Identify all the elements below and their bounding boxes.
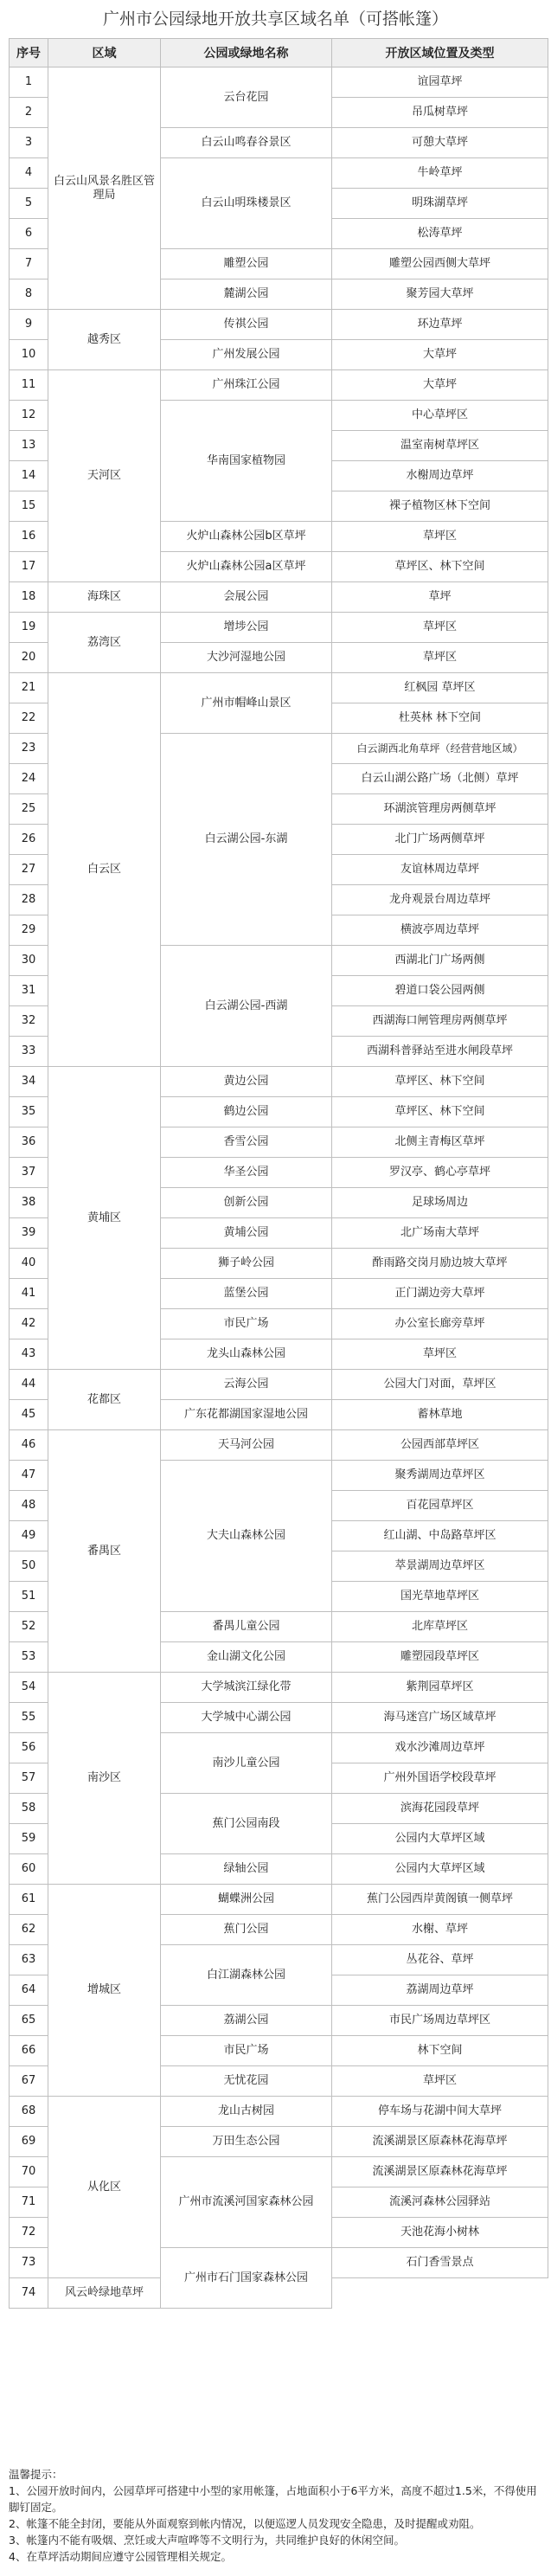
area-cell: 丛花谷、草坪 [332,1945,548,1975]
area-cell: 广州外国语学校段草坪 [332,1763,548,1794]
area-cell: 荔湖周边草坪 [332,1975,548,2006]
row-index: 58 [10,1794,48,1824]
note-2: 2、帐篷不能全封闭，要能从外面观察到帐内情况，以便巡逻人员发现安全隐患，及时提醒或劝阻。 [9,2517,481,2530]
area-cell: 环边草坪 [332,310,548,340]
area-cell: 水榭周边草坪 [332,461,548,491]
district-cell: 黄埔区 [48,1067,161,1370]
park-cell: 创新公园 [161,1188,332,1218]
area-cell: 水榭、草坪 [332,1915,548,1945]
row-index: 22 [10,703,48,734]
row-index: 14 [10,461,48,491]
area-cell: 草坪区 [332,1339,548,1370]
park-cell: 传祺公园 [161,310,332,340]
area-cell: 正门湖边旁大草坪 [332,1279,548,1309]
area-cell: 中心草坪区 [332,401,548,431]
park-cell: 广州发展公园 [161,340,332,370]
row-index: 42 [10,1309,48,1339]
park-cell: 蝴蝶洲公园 [161,1885,332,1915]
row-index: 1 [10,67,48,98]
area-cell: 杜英林 林下空间 [332,703,548,734]
district-cell: 从化区 [48,2097,161,2278]
row-index: 45 [10,1400,48,1430]
row-index: 72 [10,2218,48,2248]
park-cell: 南沙儿童公园 [161,1733,332,1794]
row-index: 30 [10,946,48,976]
area-cell: 大草坪 [332,340,548,370]
area-cell: 草坪区、林下空间 [332,1097,548,1127]
park-cell: 华南国家植物园 [161,401,332,522]
area-cell: 温室南树草坪区 [332,431,548,461]
area-cell: 可憩大草坪 [332,128,548,158]
area-cell: 办公室长廊旁草坪 [332,1309,548,1339]
notes-heading: 温馨提示： [9,2468,63,2481]
area-cell: 流溪河森林公园驿站 [332,2187,548,2218]
row-index: 26 [10,825,48,855]
area-cell: 蓄林草地 [332,1400,548,1430]
row-index: 71 [10,2187,48,2218]
area-cell: 红山湖、中岛路草坪区 [332,1521,548,1551]
park-cell: 黄埔公园 [161,1218,332,1249]
row-index: 60 [10,1854,48,1885]
park-cell: 狮子岭公园 [161,1249,332,1279]
area-cell: 松涛草坪 [332,219,548,249]
area-cell: 北广场南大草坪 [332,1218,548,1249]
row-index: 66 [10,2036,48,2066]
area-cell: 市民广场周边草坪区 [332,2006,548,2036]
area-cell: 流溪湖景区原森林花海草坪 [332,2157,548,2187]
park-cell: 无忧花园 [161,2066,332,2097]
row-index: 8 [10,279,48,310]
district-cell: 番禺区 [48,1430,161,1673]
area-cell: 公园内大草坪区域 [332,1854,548,1885]
park-cell: 大学城中心湖公园 [161,1703,332,1733]
park-cell: 火炉山森林公园b区草坪 [161,522,332,552]
table-header-row [10,39,548,67]
area-cell: 环湖滨管理房两侧草坪 [332,794,548,825]
header-park: 公园或绿地名称 [161,39,332,67]
row-index: 5 [10,189,48,219]
park-cell: 大沙河湿地公园 [161,643,332,673]
area-cell: 天池花海小树林 [332,2218,548,2248]
table-row [10,673,548,703]
area-cell: 大草坪 [332,370,548,401]
district-cell: 越秀区 [48,310,161,370]
row-index: 9 [10,310,48,340]
row-index: 48 [10,1491,48,1521]
row-index: 65 [10,2006,48,2036]
area-cell: 草坪区 [332,643,548,673]
area-cell: 龙舟观景台周边草坪 [332,885,548,915]
area-cell: 酢雨路交岗月励边坡大草坪 [332,1249,548,1279]
park-cell: 增埗公园 [161,613,332,643]
park-cell: 白云湖公园-西湖 [161,946,332,1067]
park-cell: 黄边公园 [161,1067,332,1097]
row-index: 4 [10,158,48,189]
park-cell: 荔湖公园 [161,2006,332,2036]
area-cell: 草坪区 [332,613,548,643]
park-cell: 广州市帽峰山景区 [161,673,332,734]
area-cell: 蕉门公园西岸黄阁镇一侧草坪 [332,1885,548,1915]
row-index: 51 [10,1582,48,1612]
header-district: 区域 [48,39,161,67]
row-index: 52 [10,1612,48,1642]
area-cell: 白云湖西北角草坪（经营营地区域） [332,734,548,764]
table-row [10,370,548,401]
row-index: 69 [10,2127,48,2157]
park-cell: 白云湖公园-东湖 [161,734,332,946]
area-cell: 戏水沙滩周边草坪 [332,1733,548,1763]
area-cell: 西湖海口闸管理房两侧草坪 [332,1006,548,1037]
park-cell: 龙头山森林公园 [161,1339,332,1370]
page-title: 广州市公园绿地开放共享区域名单（可搭帐篷） [102,10,448,29]
district-cell: 荔湾区 [48,613,161,673]
area-cell: 草坪区 [332,522,548,552]
row-index: 2 [10,98,48,128]
park-cell: 蓝堡公园 [161,1279,332,1309]
row-index: 29 [10,915,48,946]
row-index: 61 [10,1885,48,1915]
park-cell: 雕塑公园 [161,249,332,279]
table-row [10,1370,548,1400]
row-index: 3 [10,128,48,158]
park-cell: 天马河公园 [161,1430,332,1461]
area-cell: 白云山湖公路广场（北侧）草坪 [332,764,548,794]
area-cell: 草坪区、林下空间 [332,552,548,582]
park-cell: 蕉门公园 [161,1915,332,1945]
row-index: 54 [10,1673,48,1703]
row-index: 46 [10,1430,48,1461]
area-cell: 林下空间 [332,2036,548,2066]
table-row [10,582,548,613]
row-index: 6 [10,219,48,249]
table-row [10,310,548,340]
open-area-table [9,38,548,2309]
park-cell: 白云山明珠楼景区 [161,158,332,249]
park-cell: 火炉山森林公园a区草坪 [161,552,332,582]
area-cell: 西湖科普驿站至进水闸段草坪 [332,1037,548,1067]
area-cell: 罗汉亭、鹤心亭草坪 [332,1158,548,1188]
row-index: 55 [10,1703,48,1733]
row-index: 36 [10,1127,48,1158]
row-index: 33 [10,1037,48,1067]
row-index: 47 [10,1461,48,1491]
park-cell: 香雪公园 [161,1127,332,1158]
row-index: 25 [10,794,48,825]
row-index: 68 [10,2097,48,2127]
area-cell: 雕塑公园西侧大草坪 [332,249,548,279]
row-index: 37 [10,1158,48,1188]
park-cell: 大夫山森林公园 [161,1461,332,1612]
area-cell: 石门香雪景点 [332,2248,548,2278]
park-cell: 市民广场 [161,2036,332,2066]
park-cell: 广东花都湖国家湿地公园 [161,1400,332,1430]
row-index: 27 [10,855,48,885]
row-index: 63 [10,1945,48,1975]
area-cell: 风云岭绿地草坪 [48,2278,161,2309]
area-cell: 雕塑园段草坪区 [332,1642,548,1673]
row-index: 41 [10,1279,48,1309]
area-cell: 国光草地草坪区 [332,1582,548,1612]
park-cell: 市民广场 [161,1309,332,1339]
area-cell: 北库草坪区 [332,1612,548,1642]
row-index: 20 [10,643,48,673]
note-1: 1、公园开放时间内，公园草坪可搭建中小型的家用帐篷，占地面积小于6平方米，高度不超过1.5米，不得使用脚钉固定。 [9,2484,537,2514]
district-cell: 白云山风景名胜区管理局 [48,67,161,310]
park-cell: 金山湖文化公园 [161,1642,332,1673]
row-index: 70 [10,2157,48,2187]
district-cell: 花都区 [48,1370,161,1430]
table-row [10,1430,548,1461]
park-cell: 广州市石门国家森林公园 [161,2248,332,2309]
park-cell: 万田生态公园 [161,2127,332,2157]
district-cell: 天河区 [48,370,161,582]
row-index: 32 [10,1006,48,1037]
row-index: 7 [10,249,48,279]
area-cell: 公园大门对面，草坪区 [332,1370,548,1400]
row-index: 73 [10,2248,48,2278]
row-index: 21 [10,673,48,703]
note-4: 4、在草坪活动期间应遵守公园管理相关规定。 [9,2550,232,2563]
area-cell: 聚秀湖周边草坪区 [332,1461,548,1491]
park-cell: 华圣公园 [161,1158,332,1188]
row-index: 53 [10,1642,48,1673]
park-cell: 绿轴公园 [161,1854,332,1885]
area-cell: 海马迷宫广场区域草坪 [332,1703,548,1733]
area-cell: 谊园草坪 [332,67,548,98]
park-cell: 云台花园 [161,67,332,128]
row-index: 15 [10,491,48,522]
table-row [10,1885,548,1915]
row-index: 57 [10,1763,48,1794]
row-index: 59 [10,1824,48,1854]
header-index: 序号 [10,39,48,67]
row-index: 17 [10,552,48,582]
area-cell: 北门广场两侧草坪 [332,825,548,855]
area-cell: 西湖北门广场两侧 [332,946,548,976]
area-cell: 牛岭草坪 [332,158,548,189]
row-index: 40 [10,1249,48,1279]
area-cell: 裸子植物区林下空间 [332,491,548,522]
area-cell: 明珠湖草坪 [332,189,548,219]
area-cell: 百花园草坪区 [332,1491,548,1521]
park-cell: 广州市流溪河国家森林公园 [161,2157,332,2248]
area-cell: 草坪区、林下空间 [332,1067,548,1097]
row-index: 18 [10,582,48,613]
area-cell: 足球场周边 [332,1188,548,1218]
park-cell: 白江湖森林公园 [161,1945,332,2006]
row-index: 62 [10,1915,48,1945]
area-cell: 草坪区 [332,2066,548,2097]
table-body [10,67,548,2309]
table-row [10,613,548,643]
area-cell: 公园西部草坪区 [332,1430,548,1461]
area-cell: 萃景湖周边草坪区 [332,1551,548,1582]
row-index: 31 [10,976,48,1006]
park-cell: 大学城滨江绿化带 [161,1673,332,1703]
district-cell: 海珠区 [48,582,161,613]
district-cell: 南沙区 [48,1673,161,1885]
area-cell: 流溪湖景区原森林花海草坪 [332,2127,548,2157]
header-area: 开放区域位置及类型 [332,39,548,67]
area-cell: 聚芳园大草坪 [332,279,548,310]
row-index: 50 [10,1551,48,1582]
district-cell: 增城区 [48,1885,161,2097]
row-index: 28 [10,885,48,915]
table-row [10,1673,548,1703]
row-index: 39 [10,1218,48,1249]
row-index: 34 [10,1067,48,1097]
row-index: 67 [10,2066,48,2097]
row-index: 74 [10,2278,48,2309]
park-cell: 蕉门公园南段 [161,1794,332,1854]
row-index: 49 [10,1521,48,1551]
district-cell: 白云区 [48,673,161,1067]
row-index: 16 [10,522,48,552]
park-cell: 麓湖公园 [161,279,332,310]
note-3: 3、帐篷内不能有吸烟、烹饪或大声喧哗等不文明行为，共同维护良好的休闲空间。 [9,2534,405,2547]
row-index: 43 [10,1339,48,1370]
park-cell: 会展公园 [161,582,332,613]
park-cell: 鹤边公园 [161,1097,332,1127]
notes [9,2466,548,2565]
park-cell: 番禺儿童公园 [161,1612,332,1642]
area-cell: 紫荆园草坪区 [332,1673,548,1703]
park-cell: 龙山古树园 [161,2097,332,2127]
table-row [10,2097,548,2127]
area-cell: 碧道口袋公园两侧 [332,976,548,1006]
row-index: 24 [10,764,48,794]
row-index: 35 [10,1097,48,1127]
area-cell: 公园内大草坪区域 [332,1824,548,1854]
area-cell: 友谊林周边草坪 [332,855,548,885]
area-cell: 横波亭周边草坪 [332,915,548,946]
row-index: 23 [10,734,48,764]
area-cell: 草坪 [332,582,548,613]
row-index: 56 [10,1733,48,1763]
table-row [10,1067,548,1097]
park-cell: 白云山鸣春谷景区 [161,128,332,158]
area-cell: 吊瓜树草坪 [332,98,548,128]
area-cell: 滨海花园段草坪 [332,1794,548,1824]
row-index: 38 [10,1188,48,1218]
area-cell: 北侧主青梅区草坪 [332,1127,548,1158]
area-cell: 红枫园 草坪区 [332,673,548,703]
row-index: 12 [10,401,48,431]
area-cell: 停车场与花湖中间大草坪 [332,2097,548,2127]
row-index: 13 [10,431,48,461]
row-index: 44 [10,1370,48,1400]
table-row [10,67,548,98]
row-index: 11 [10,370,48,401]
row-index: 19 [10,613,48,643]
park-cell: 云海公园 [161,1370,332,1400]
row-index: 64 [10,1975,48,2006]
row-index: 10 [10,340,48,370]
park-cell: 广州珠江公园 [161,370,332,401]
